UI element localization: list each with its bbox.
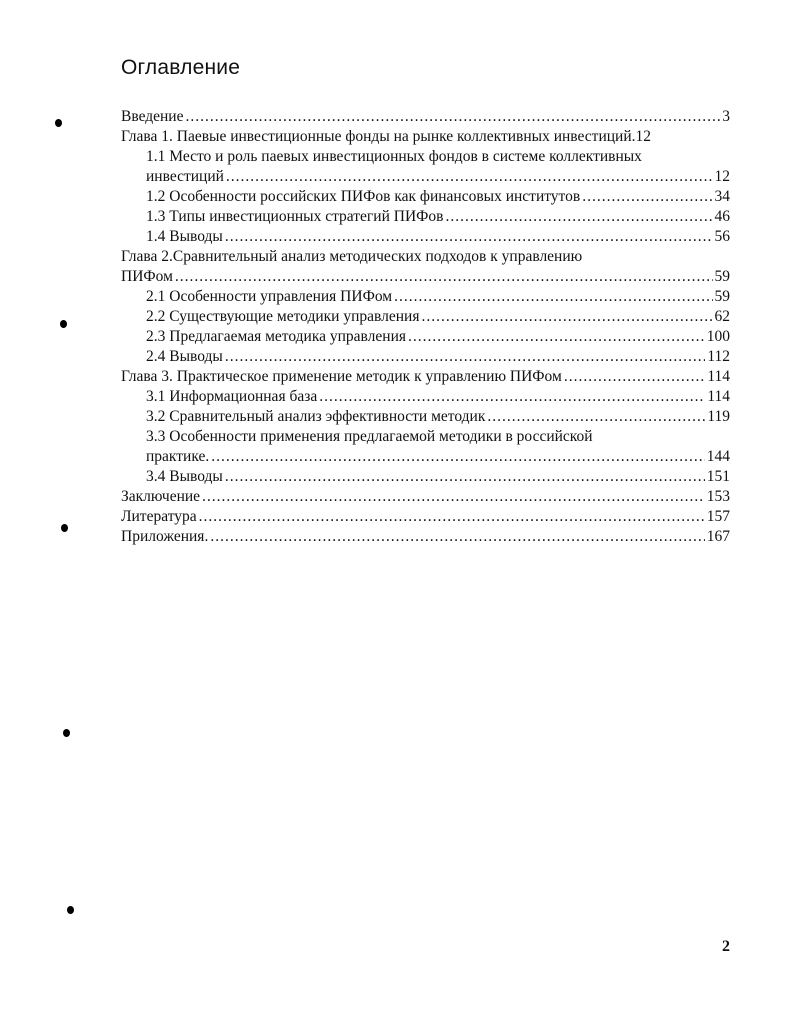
leader-dots — [210, 527, 704, 547]
toc-label: 3.4 Выводы — [146, 468, 223, 485]
toc-page: 59 — [714, 268, 730, 285]
toc-label: 2.4 Выводы — [146, 348, 223, 365]
toc-label: Глава 3. Практическое применение методик к управлению ПИФом — [121, 368, 562, 385]
toc-entry-conclusion — [121, 487, 730, 507]
toc-label: Литература — [121, 508, 197, 525]
toc-entry-appendices — [121, 527, 730, 547]
toc-page: 151 — [706, 468, 730, 485]
toc-label: ПИФом — [121, 268, 173, 285]
leader-dots — [408, 327, 705, 347]
toc-entry-literature — [121, 507, 730, 527]
toc-label: 1.3 Типы инвестиционных стратегий ПИФов — [146, 208, 444, 225]
toc-page: 46 — [714, 208, 730, 225]
leader-dots — [199, 507, 705, 527]
toc-entry-3-1 — [121, 387, 730, 407]
leader-dots — [394, 287, 712, 307]
toc-label: 3.2 Сравнительный анализ эффективности методик — [146, 408, 486, 425]
toc-page: 56 — [714, 228, 730, 245]
page-title: Оглавление — [121, 56, 241, 79]
toc-entry-3-4 — [121, 467, 730, 487]
hole-punch-mark — [61, 524, 68, 532]
leader-dots — [421, 307, 712, 327]
toc-entry-3-2 — [121, 407, 730, 427]
toc-label: Заключение — [121, 488, 201, 505]
toc-entry-intro — [121, 107, 730, 127]
toc-entry-2-3 — [121, 327, 730, 347]
toc-page: 59 — [714, 288, 730, 305]
leader-dots — [185, 107, 720, 127]
toc-entry-2-4 — [121, 347, 730, 367]
toc-label: 1.4 Выводы — [146, 228, 223, 245]
toc-entry-chapter-2-line1: Глава 2.Сравнительный анализ методических подходов к управлению — [121, 248, 583, 265]
toc-page: 119 — [707, 408, 730, 425]
leader-dots — [175, 267, 713, 287]
toc-label: инвестиций — [146, 168, 224, 185]
leader-dots — [487, 407, 705, 427]
hole-punch-mark — [63, 729, 70, 737]
toc-entry-1-4 — [121, 227, 730, 247]
leader-dots — [582, 187, 712, 207]
toc-entry-chapter-1 — [121, 127, 730, 147]
leader-dots — [202, 487, 705, 507]
leader-dots — [445, 207, 712, 227]
leader-dots — [564, 367, 705, 387]
toc-page: 153 — [706, 488, 730, 505]
toc-label: Глава 1. Паевые инвестиционные фонды на рынке коллективных инвестиций. — [121, 128, 636, 145]
hole-punch-mark — [55, 119, 62, 127]
leader-dots — [225, 467, 705, 487]
toc-entry-2-2 — [121, 307, 730, 327]
leader-dots — [211, 447, 705, 467]
toc-page: 100 — [706, 328, 730, 345]
toc-label: 3.1 Информационная база — [146, 388, 318, 405]
toc-label: Введение — [121, 108, 184, 125]
toc-page: 157 — [706, 508, 730, 525]
toc-entry-chapter-2 — [121, 267, 730, 287]
toc-entry-1-2 — [121, 187, 730, 207]
toc-page: 114 — [707, 388, 730, 405]
leader-dots — [225, 227, 713, 247]
toc-entry-2-1 — [121, 287, 730, 307]
toc-label: 1.2 Особенности российских ПИФов как финансовых институтов — [146, 188, 581, 205]
toc-page: 12 — [635, 128, 651, 145]
toc-page: 12 — [714, 168, 730, 185]
leader-dots — [319, 387, 705, 407]
toc-page: 167 — [706, 528, 730, 545]
toc-label: 2.3 Предлагаемая методика управления — [146, 328, 406, 345]
table-of-contents — [121, 107, 730, 547]
toc-page: 114 — [707, 368, 730, 385]
hole-punch-mark — [60, 320, 67, 328]
toc-entry-chapter-3 — [121, 367, 730, 387]
toc-page: 144 — [706, 448, 730, 465]
toc-page: 34 — [714, 188, 730, 205]
toc-entry-1-1 — [121, 167, 730, 187]
toc-entry-1-3 — [121, 207, 730, 227]
toc-label: 2.2 Существующие методики управления — [146, 308, 420, 325]
hole-punch-mark — [67, 906, 74, 914]
toc-label: Приложения. — [121, 528, 209, 545]
toc-page: 62 — [714, 308, 730, 325]
leader-dots — [226, 167, 713, 187]
toc-label: практике. — [146, 448, 210, 465]
toc-entry-3-3-line1: 3.3 Особенности применения предлагаемой методики в российской — [146, 428, 593, 445]
page-number: 2 — [722, 938, 730, 955]
leader-dots — [225, 347, 705, 367]
toc-entry-3-3 — [121, 447, 730, 467]
toc-entry-1-1-line1: 1.1 Место и роль паевых инвестиционных фондов в системе коллективных — [146, 148, 642, 165]
toc-page: 112 — [707, 348, 730, 365]
toc-page: 3 — [722, 108, 730, 125]
toc-label: 2.1 Особенности управления ПИФом — [146, 288, 393, 305]
